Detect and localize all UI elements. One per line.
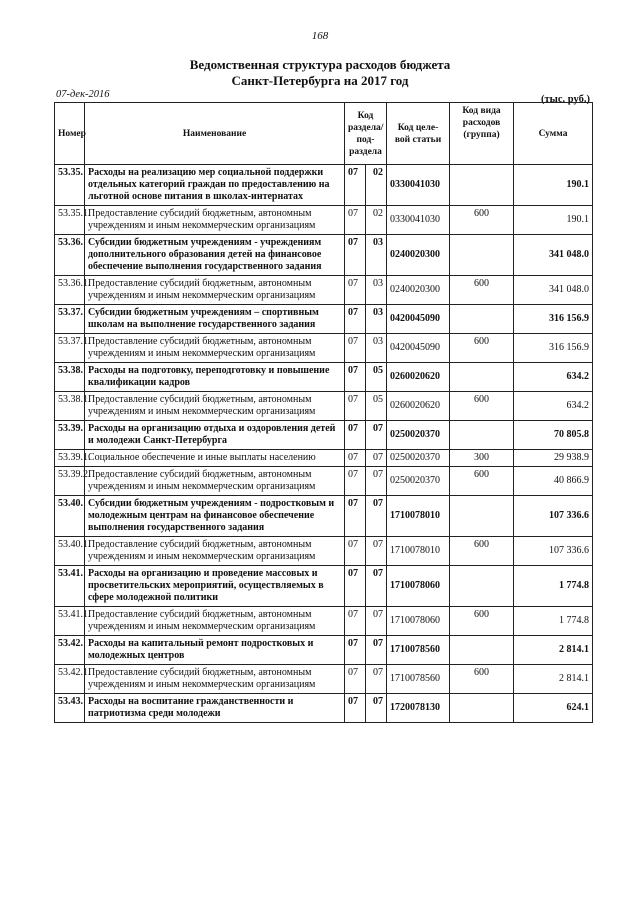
row-razdel-code: 07: [345, 305, 366, 334]
row-name: Расходы на воспитание гражданственности и патриотизма среди молодежи: [85, 694, 345, 723]
row-name: Расходы на капитальный ремонт подростковых и молодежных центров: [85, 636, 345, 665]
row-podrazdel-code: 02: [366, 206, 387, 235]
row-target-code: 0330041030: [387, 165, 450, 206]
row-number: 53.35.: [55, 165, 85, 206]
row-name: Предоставление субсидий бюджетным, автономным учреждениям и иным некоммерческим организациям: [85, 392, 345, 421]
row-target-code: 0420045090: [387, 305, 450, 334]
row-expense-type: 600: [450, 665, 514, 694]
row-amount: 107 336.6: [514, 537, 593, 566]
row-target-code: 1710078560: [387, 636, 450, 665]
row-target-code: 0250020370: [387, 421, 450, 450]
row-number: 53.39.2.: [55, 467, 85, 496]
row-razdel-code: 07: [345, 467, 366, 496]
row-name: Предоставление субсидий бюджетным, автономным учреждениям и иным некоммерческим организациям: [85, 537, 345, 566]
row-amount: 316 156.9: [514, 334, 593, 363]
row-podrazdel-code: 07: [366, 694, 387, 723]
row-podrazdel-code: 07: [366, 467, 387, 496]
row-amount: 190.1: [514, 206, 593, 235]
row-name: Субсидии бюджетным учреждениям – спортивным школам на выполнение государственного задания: [85, 305, 345, 334]
row-amount: 624.1: [514, 694, 593, 723]
row-name: Субсидии бюджетным учреждениям - подростковым и молодежным центрам на финансовое обеспечение выполнения государственного задания: [85, 496, 345, 537]
row-number: 53.39.1.: [55, 450, 85, 467]
row-razdel-code: 07: [345, 566, 366, 607]
header-target-code: Код целе- вой статьи: [387, 103, 450, 165]
row-target-code: 0240020300: [387, 235, 450, 276]
table-body: [55, 165, 593, 723]
row-expense-type: [450, 363, 514, 392]
table-row: [55, 392, 593, 421]
row-number: 53.39.: [55, 421, 85, 450]
row-podrazdel-code: 07: [366, 537, 387, 566]
table-row: [55, 566, 593, 607]
row-expense-type: 600: [450, 607, 514, 636]
table-row: [55, 450, 593, 467]
header-name: Наименование: [85, 103, 345, 165]
header-amount: Сумма: [514, 103, 593, 165]
table-row: [55, 694, 593, 723]
row-expense-type: [450, 636, 514, 665]
row-expense-type: [450, 421, 514, 450]
row-target-code: 0240020300: [387, 276, 450, 305]
row-expense-type: 600: [450, 537, 514, 566]
row-expense-type: [450, 694, 514, 723]
row-number: 53.38.1.: [55, 392, 85, 421]
row-amount: 1 774.8: [514, 566, 593, 607]
title-line-1: Ведомственная структура расходов бюджета: [189, 57, 451, 72]
row-number: 53.41.1.: [55, 607, 85, 636]
row-expense-type: [450, 305, 514, 334]
row-podrazdel-code: 07: [366, 450, 387, 467]
row-podrazdel-code: 05: [366, 392, 387, 421]
row-target-code: 1710078010: [387, 537, 450, 566]
row-number: 53.41.: [55, 566, 85, 607]
row-name: Предоставление субсидий бюджетным, автономным учреждениям и иным некоммерческим организациям: [85, 334, 345, 363]
row-number: 53.37.: [55, 305, 85, 334]
table-row: [55, 467, 593, 496]
header-expense-type-code: Код вида расходов (группа): [450, 103, 514, 165]
row-expense-type: 600: [450, 392, 514, 421]
row-podrazdel-code: 07: [366, 421, 387, 450]
row-podrazdel-code: 07: [366, 636, 387, 665]
row-name: Субсидии бюджетным учреждениям - учреждениям дополнительного образования детей на финансовое обеспечение выполнения государственного задания: [85, 235, 345, 276]
row-name: Предоставление субсидий бюджетным, автономным учреждениям и иным некоммерческим организациям: [85, 665, 345, 694]
row-razdel-code: 07: [345, 421, 366, 450]
row-razdel-code: 07: [345, 235, 366, 276]
title-line-2: Санкт-Петербурга на 2017 год: [231, 73, 409, 88]
row-number: 53.36.: [55, 235, 85, 276]
row-number: 53.40.: [55, 496, 85, 537]
row-number: 53.37.1.: [55, 334, 85, 363]
table-row: [55, 363, 593, 392]
row-name: Предоставление субсидий бюджетным, автономным учреждениям и иным некоммерческим организациям: [85, 467, 345, 496]
page-number: 168: [311, 30, 329, 42]
row-podrazdel-code: 07: [366, 496, 387, 537]
row-target-code: 0250020370: [387, 450, 450, 467]
budget-table: [54, 102, 593, 723]
row-number: 53.42.1.: [55, 665, 85, 694]
row-target-code: 1710078560: [387, 665, 450, 694]
row-expense-type: [450, 235, 514, 276]
row-expense-type: 600: [450, 334, 514, 363]
row-podrazdel-code: 07: [366, 607, 387, 636]
row-number: 53.36.1.: [55, 276, 85, 305]
row-expense-type: [450, 165, 514, 206]
row-expense-type: [450, 566, 514, 607]
row-razdel-code: 07: [345, 206, 366, 235]
row-number: 53.42.: [55, 636, 85, 665]
table-row: [55, 636, 593, 665]
row-razdel-code: 07: [345, 665, 366, 694]
row-target-code: 1710078060: [387, 566, 450, 607]
row-target-code: 0420045090: [387, 334, 450, 363]
row-name: Социальное обеспечение и иные выплаты населению: [85, 450, 345, 467]
row-target-code: 0260020620: [387, 392, 450, 421]
row-razdel-code: 07: [345, 334, 366, 363]
row-amount: 70 805.8: [514, 421, 593, 450]
row-amount: 190.1: [514, 165, 593, 206]
row-amount: 634.2: [514, 392, 593, 421]
row-expense-type: 600: [450, 206, 514, 235]
row-expense-type: 300: [450, 450, 514, 467]
table-row: [55, 206, 593, 235]
row-target-code: 1720078130: [387, 694, 450, 723]
row-podrazdel-code: 07: [366, 566, 387, 607]
row-razdel-code: 07: [345, 165, 366, 206]
row-name: Расходы на подготовку, переподготовку и повышение квалификации кадров: [85, 363, 345, 392]
row-name: Расходы на организацию отдыха и оздоровления детей и молодежи Санкт-Петербурга: [85, 421, 345, 450]
row-razdel-code: 07: [345, 363, 366, 392]
row-amount: 2 814.1: [514, 636, 593, 665]
row-razdel-code: 07: [345, 636, 366, 665]
row-number: 53.43.: [55, 694, 85, 723]
row-number: 53.40.1.: [55, 537, 85, 566]
table-row: [55, 165, 593, 206]
row-name: Предоставление субсидий бюджетным, автономным учреждениям и иным некоммерческим организациям: [85, 206, 345, 235]
row-expense-type: [450, 496, 514, 537]
row-name: Расходы на организацию и проведение массовых и просветительских мероприятий, осуществляемых в сфере молодежной политики: [85, 566, 345, 607]
row-razdel-code: 07: [345, 537, 366, 566]
row-amount: 107 336.6: [514, 496, 593, 537]
row-amount: 2 814.1: [514, 665, 593, 694]
document-title: [0, 57, 640, 89]
row-podrazdel-code: 07: [366, 665, 387, 694]
row-name: Расходы на реализацию мер социальной поддержки отдельных категорий граждан по предоставлению на льготной основе питания в школах-интернатах: [85, 165, 345, 206]
table-row: [55, 334, 593, 363]
row-amount: 341 048.0: [514, 276, 593, 305]
table-row: [55, 537, 593, 566]
row-number: 53.35.1.: [55, 206, 85, 235]
header-section-code: Код раздела/ под- раздела: [345, 103, 387, 165]
table-row: [55, 665, 593, 694]
row-amount: 341 048.0: [514, 235, 593, 276]
row-razdel-code: 07: [345, 392, 366, 421]
row-podrazdel-code: 03: [366, 305, 387, 334]
row-amount: 1 774.8: [514, 607, 593, 636]
row-amount: 634.2: [514, 363, 593, 392]
row-podrazdel-code: 05: [366, 363, 387, 392]
row-target-code: 0330041030: [387, 206, 450, 235]
document-date: 07-дек-2016: [56, 89, 110, 100]
row-amount: 40 866.9: [514, 467, 593, 496]
row-target-code: 1710078060: [387, 607, 450, 636]
table-row: [55, 276, 593, 305]
row-target-code: 0250020370: [387, 467, 450, 496]
row-name: Предоставление субсидий бюджетным, автономным учреждениям и иным некоммерческим организациям: [85, 607, 345, 636]
row-razdel-code: 07: [345, 276, 366, 305]
table-row: [55, 305, 593, 334]
row-razdel-code: 07: [345, 496, 366, 537]
header-number: Номер: [55, 103, 85, 165]
row-podrazdel-code: 03: [366, 276, 387, 305]
table-row: [55, 421, 593, 450]
row-target-code: 0260020620: [387, 363, 450, 392]
row-expense-type: 600: [450, 276, 514, 305]
table-row: [55, 235, 593, 276]
row-podrazdel-code: 03: [366, 235, 387, 276]
table-row: [55, 496, 593, 537]
table-header-row: [55, 103, 593, 165]
units-label: (тыс. руб.): [541, 94, 590, 105]
row-amount: 29 938.9: [514, 450, 593, 467]
row-podrazdel-code: 02: [366, 165, 387, 206]
row-amount: 316 156.9: [514, 305, 593, 334]
row-target-code: 1710078010: [387, 496, 450, 537]
row-razdel-code: 07: [345, 607, 366, 636]
row-razdel-code: 07: [345, 694, 366, 723]
table-row: [55, 607, 593, 636]
row-razdel-code: 07: [345, 450, 366, 467]
row-podrazdel-code: 03: [366, 334, 387, 363]
row-name: Предоставление субсидий бюджетным, автономным учреждениям и иным некоммерческим организациям: [85, 276, 345, 305]
row-number: 53.38.: [55, 363, 85, 392]
row-expense-type: 600: [450, 467, 514, 496]
